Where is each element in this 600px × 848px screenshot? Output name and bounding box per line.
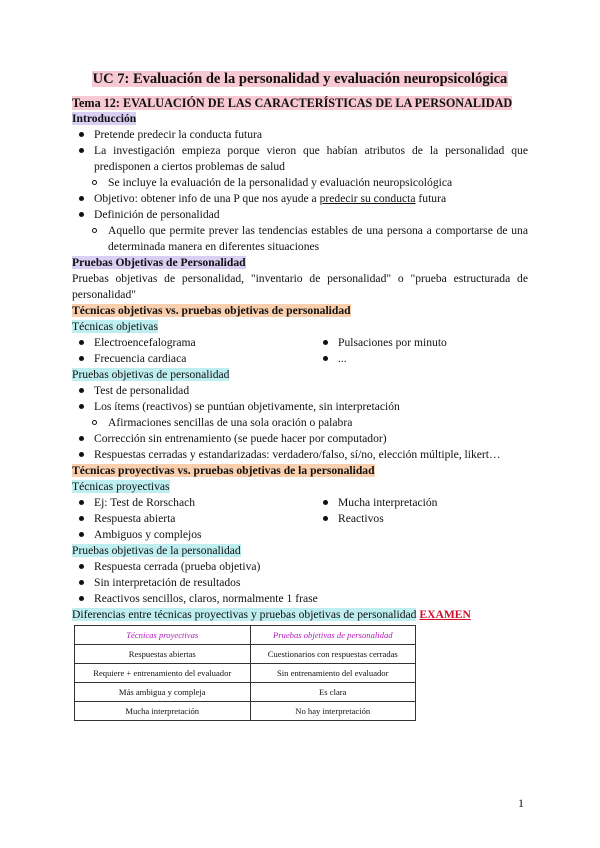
table-cell: Mucha interpretación [75, 702, 251, 721]
technique-item: Pulsaciones por minuto [338, 336, 447, 349]
table-row [75, 702, 416, 721]
intro-bullet-1: Pretende predecir la conducta futura [94, 128, 263, 141]
sub-bullet-icon [92, 420, 97, 425]
test-item: Corrección sin entrenamiento (se puede hacer por computador) [94, 432, 387, 445]
section2-heading: Técnicas proyectivas vs. pruebas objetivas de la personalidad [72, 464, 375, 477]
intro-sub-bullet-2: Se incluye la evaluación de la personalidad y evaluación neuropsicológica [108, 176, 453, 189]
document-title: UC 7: Evaluación de la personalidad y evaluación neuropsicológica [92, 71, 508, 87]
table-row [75, 683, 416, 702]
bullet-icon [79, 388, 84, 393]
bullet-icon [79, 596, 84, 601]
comparison-table [74, 625, 416, 721]
table-cell: No hay interpretación [250, 702, 416, 721]
table-cell: Es clara [250, 683, 416, 702]
bullet-icon [79, 212, 84, 217]
sub-bullet-icon [92, 180, 97, 185]
projective-item: Ambiguos y complejos [94, 528, 202, 541]
section1-sub-heading-1: Técnicas objetivas [72, 320, 158, 333]
test-item: Los ítems (reactivos) se puntúan objetivamente, sin interpretación [94, 400, 400, 413]
intro-bullet-4: Definición de personalidad [94, 208, 220, 221]
table-row [75, 664, 416, 683]
bullet-icon [323, 516, 328, 521]
objective-item: Respuesta cerrada (prueba objetiva) [94, 560, 261, 573]
table-header-row [75, 626, 416, 645]
bullet-icon [79, 340, 84, 345]
bullet-icon [79, 196, 84, 201]
table-cell: Sin entrenamiento del evaluador [250, 664, 416, 683]
page-number: 1 [518, 796, 524, 810]
section2-sub-heading-2: Pruebas objetivas de la personalidad [72, 544, 241, 557]
table-cell: Requiere + entrenamiento del evaluador [75, 664, 251, 683]
projective-item: Reactivos [338, 512, 384, 525]
bullet-icon [323, 340, 328, 345]
projective-item: Respuesta abierta [94, 512, 176, 525]
test-sub-item: Afirmaciones sencillas de una sola oración o palabra [108, 416, 353, 429]
technique-item: Frecuencia cardiaca [94, 352, 187, 365]
table-cell: Cuestionarios con respuestas cerradas [250, 645, 416, 664]
bullet-icon [79, 516, 84, 521]
technique-item: Electroencefalograma [94, 336, 196, 349]
bullet-icon [79, 404, 84, 409]
bullet-icon [323, 356, 328, 361]
bullet-icon [79, 532, 84, 537]
projective-item: Mucha interpretación [338, 496, 438, 509]
bullet-icon [79, 452, 84, 457]
intro-bullet-2: La investigación empieza porque vieron que habían atributos de la personalidad que predisponen a ciertos problemas de salud [94, 144, 528, 173]
table-cell: Más ambigua y compleja [75, 683, 251, 702]
topic-heading: Tema 12: EVALUACIÓN DE LAS CARACTERÍSTICAS DE LA PERSONALIDAD [72, 96, 513, 110]
bullet-icon [79, 148, 84, 153]
section2-sub-heading-1: Técnicas proyectivas [72, 480, 170, 493]
differences-heading: Diferencias entre técnicas proyectivas y pruebas objetivas de personalidad EXAMEN [72, 608, 471, 621]
objective-item: Sin interpretación de resultados [94, 576, 241, 589]
bullet-icon [79, 564, 84, 569]
pruebas-heading: Pruebas Objetivas de Personalidad [72, 256, 246, 269]
pruebas-text: Pruebas objetivas de personalidad, "inventario de personalidad" o "prueba estructurada de personalidad" [72, 272, 528, 301]
projective-item: Ej: Test de Rorschach [94, 496, 196, 509]
sub-bullet-icon [92, 228, 97, 233]
intro-heading: Introducción [72, 112, 137, 125]
bullet-icon [79, 356, 84, 361]
section1-heading: Técnicas objetivas vs. pruebas objetivas de personalidad [72, 304, 351, 317]
bullet-icon [323, 500, 328, 505]
intro-sub-bullet-4: Aquello que permite prever las tendencias estables de una persona a comportarse de una determinada manera en diferentes situaciones [108, 224, 528, 253]
section1-sub-heading-2: Pruebas objetivas de personalidad [72, 368, 230, 381]
bullet-icon [79, 132, 84, 137]
objective-item: Reactivos sencillos, claros, normalmente 1 frase [94, 592, 318, 605]
bullet-icon [79, 436, 84, 441]
test-item: Test de personalidad [94, 384, 190, 397]
exam-tag: EXAMEN [419, 608, 471, 621]
table-header: Técnicas proyectivas [75, 626, 251, 645]
technique-item: ... [338, 352, 347, 365]
bullet-icon [79, 580, 84, 585]
table-header: Pruebas objetivas de personalidad [250, 626, 416, 645]
table-cell: Respuestas abiertas [75, 645, 251, 664]
intro-bullet-3: Objetivo: obtener info de una P que nos ayude a predecir su conducta futura [94, 192, 447, 205]
bullet-icon [79, 500, 84, 505]
test-item: Respuestas cerradas y estandarizadas: verdadero/falso, sí/no, elección múltiple, likert… [94, 448, 501, 461]
table-row [75, 645, 416, 664]
